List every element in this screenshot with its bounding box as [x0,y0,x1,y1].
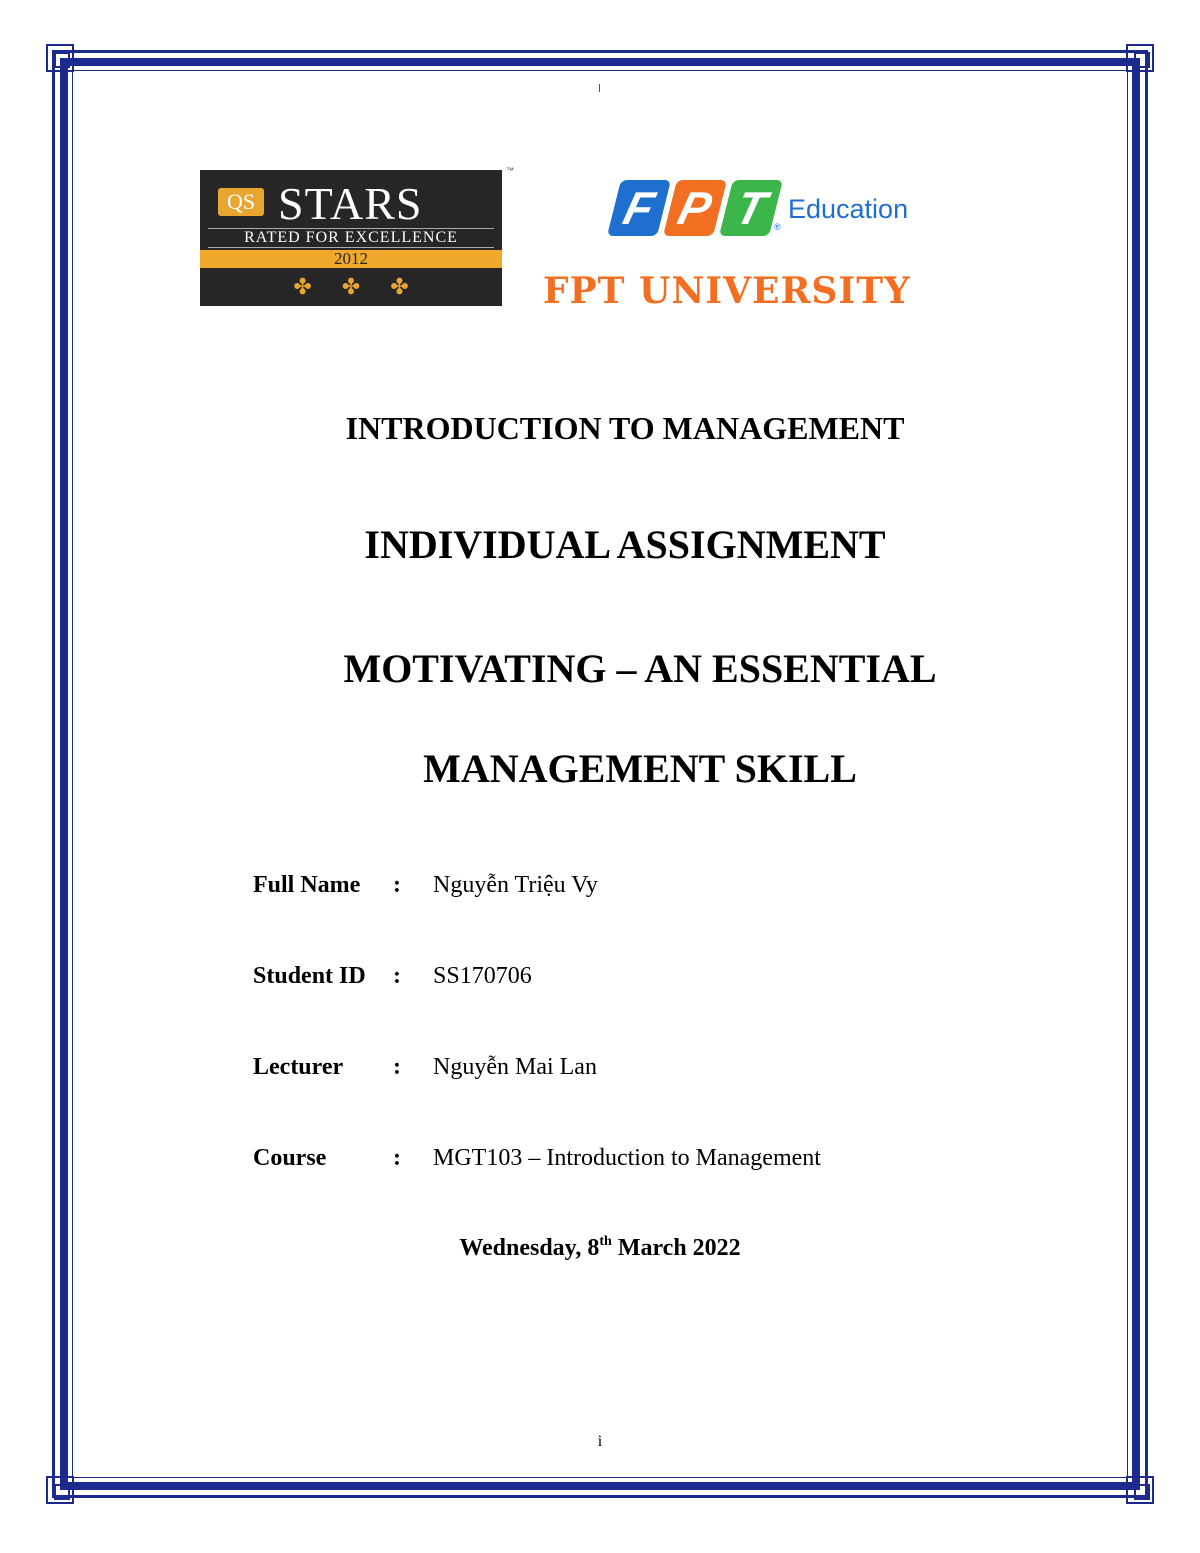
assignment-title-line1: MOTIVATING – AN ESSENTIAL [343,646,937,691]
fpt-university-wordmark: FPT UNIVERSITY [543,270,911,312]
assignment-heading: INDIVIDUAL ASSIGNMENT [364,522,886,567]
registered-mark: ® [774,222,781,232]
qs-badge: QS [218,188,264,216]
fpt-letter-t: T [719,180,783,236]
date-prefix: Wednesday, 8 [459,1235,600,1261]
course-value: MGT103 – Introduction to Management [433,1145,821,1171]
qs-star-badges-icon: ✤✤✤ [293,274,439,299]
course-label: Course [253,1145,327,1171]
assignment-title-line2: MANAGEMENT SKILL [423,746,857,791]
colon: : [393,963,401,989]
qs-tagline: RATED FOR EXCELLENCE [208,228,494,248]
colon: : [393,1145,401,1171]
header-marker [599,84,600,92]
trademark-mark: ™ [506,166,514,175]
page-number: i [597,1433,603,1450]
border-corner-ornament [1126,44,1154,72]
qs-year: 2012 [200,250,502,268]
fpt-education-wordmark: Education [788,194,909,224]
border-corner-ornament [1126,1476,1154,1504]
qs-stars-title: STARS [278,178,423,229]
fpt-letter-f: F [607,180,671,236]
date-rest: March 2022 [611,1235,741,1261]
course-heading: INTRODUCTION TO MANAGEMENT [345,410,905,446]
student-id-value: SS170706 [433,963,532,989]
submission-date [0,1232,1200,1264]
date-ordinal-suffix: th [599,1234,612,1249]
colon: : [393,872,401,898]
border-corner-ornament [46,44,74,72]
lecturer-value: Nguyễn Mai Lan [433,1054,597,1080]
full-name-label: Full Name [253,872,361,898]
fpt-letter-p: P [663,180,727,236]
border-corner-ornament [46,1476,74,1504]
colon: : [393,1054,401,1080]
qs-stars-logo [200,170,502,306]
student-id-label: Student ID [253,963,366,989]
lecturer-label: Lecturer [253,1054,344,1080]
full-name-value: Nguyễn Triệu Vy [433,872,598,898]
